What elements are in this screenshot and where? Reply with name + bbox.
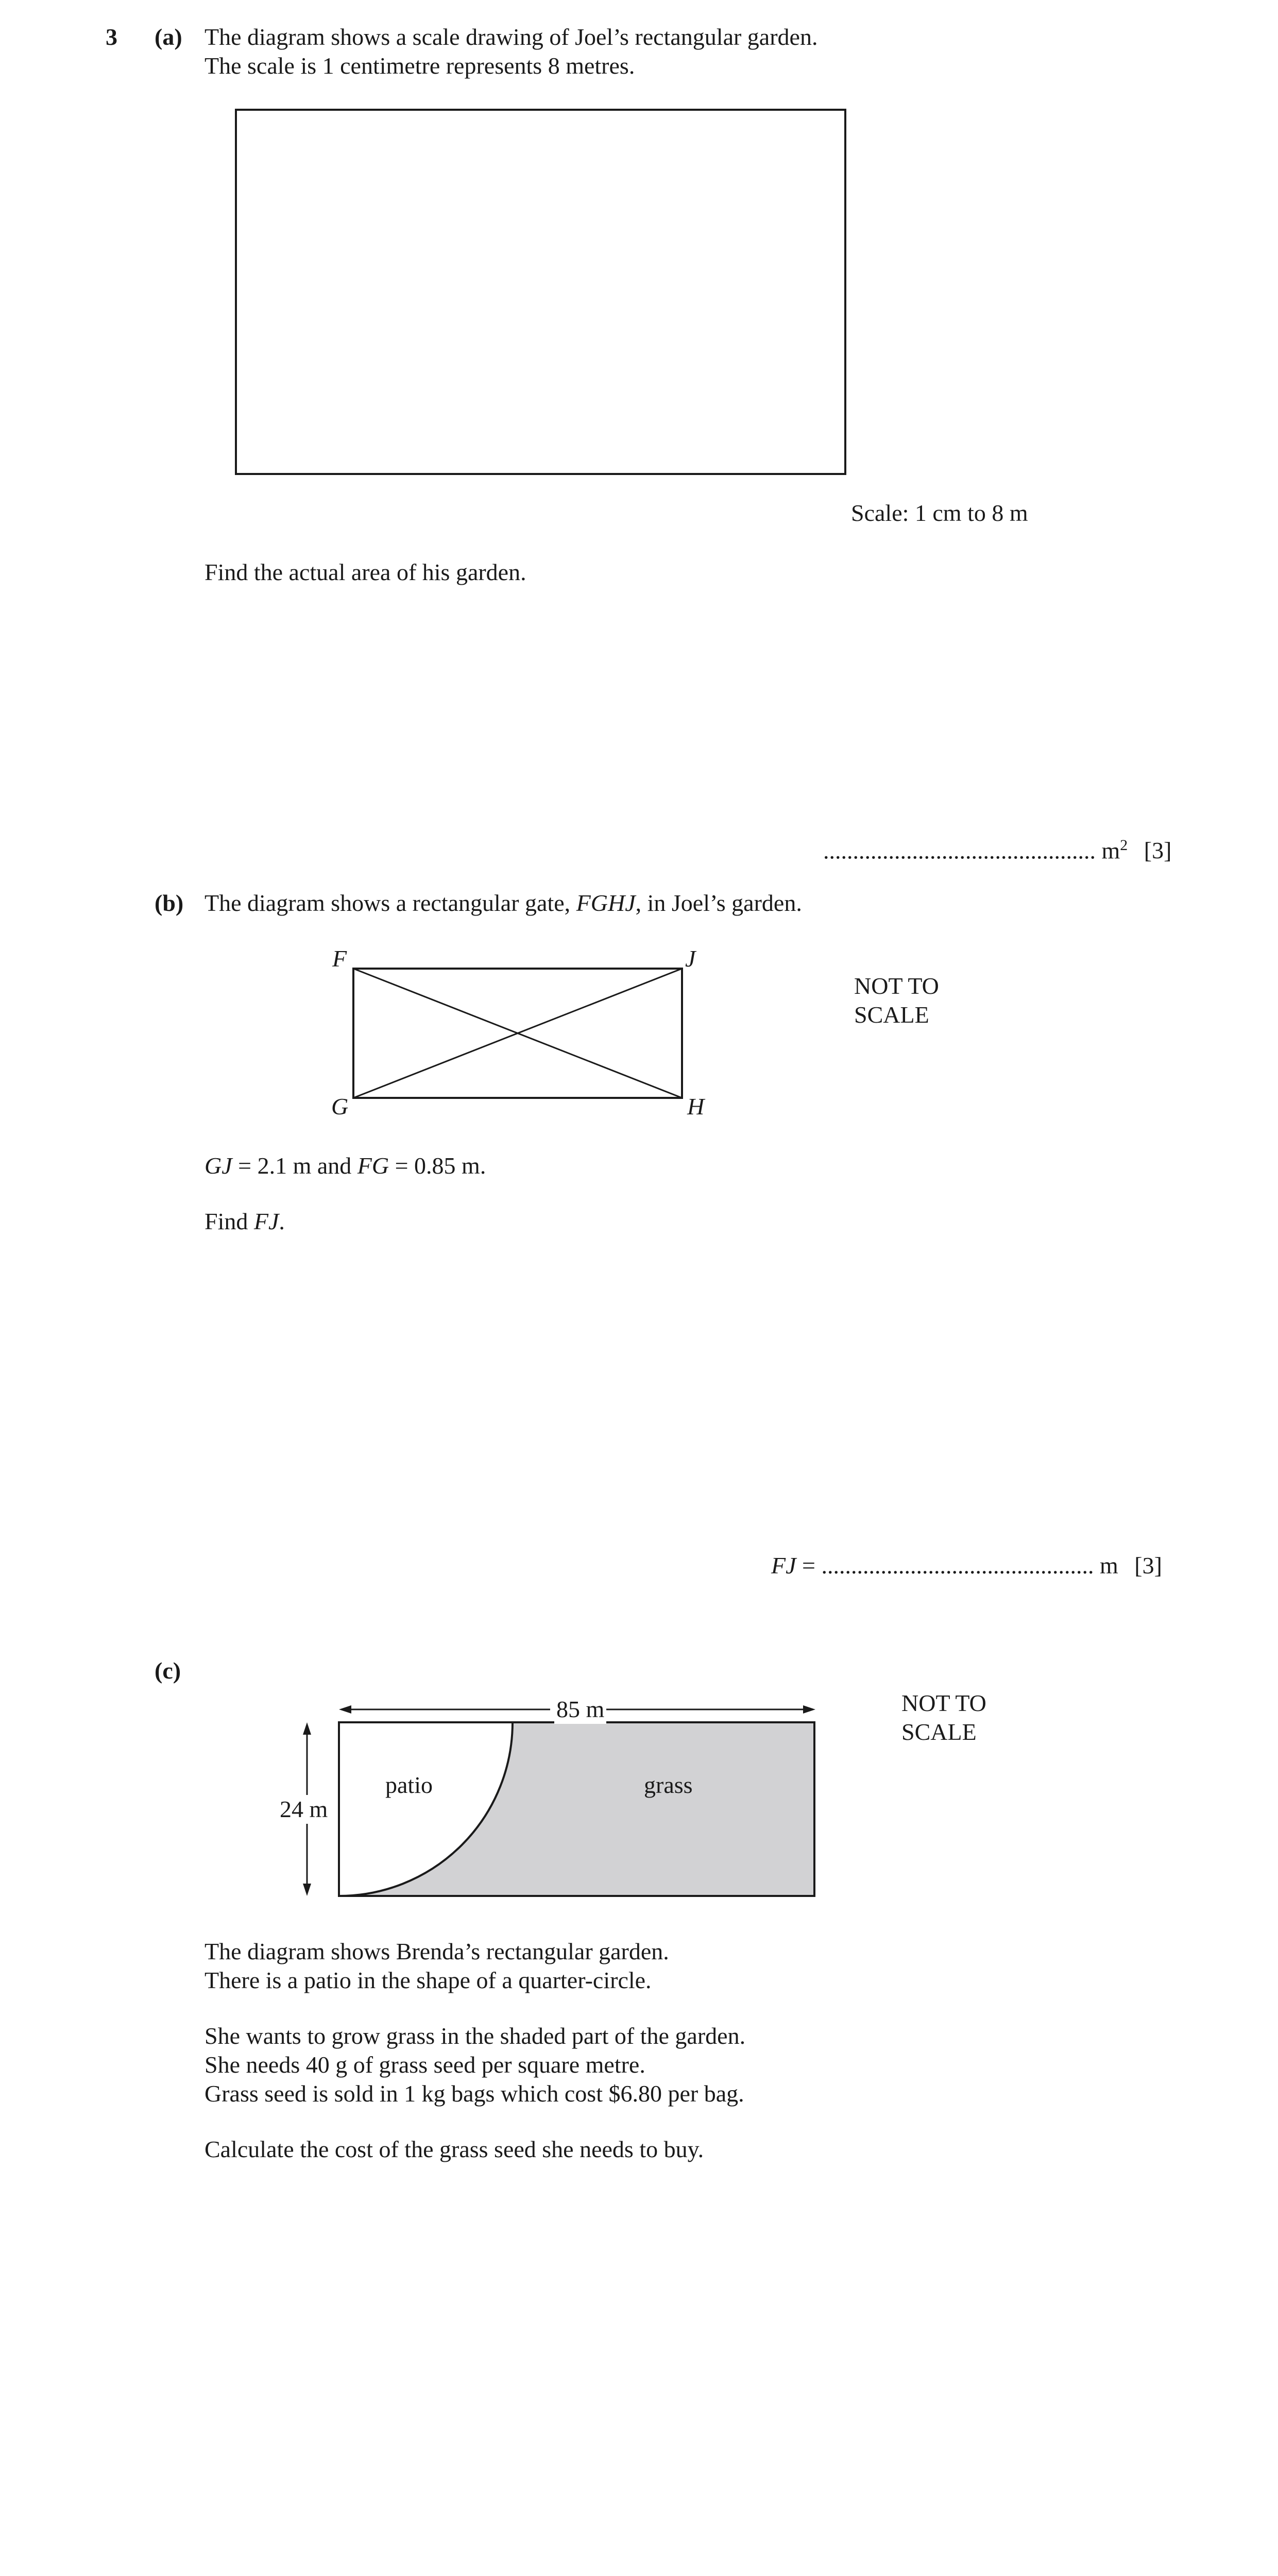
answer-unit: m xyxy=(1101,837,1120,864)
width-arrowhead-left xyxy=(339,1705,351,1714)
part-c-not-to-scale-1: NOT TO xyxy=(901,1690,986,1716)
find-prefix: Find xyxy=(205,1208,254,1234)
part-b-intro-suffix: , in Joel’s garden. xyxy=(635,890,802,916)
width-label: 85 m xyxy=(554,1695,606,1724)
part-c-line1: The diagram shows Brenda’s rectangular garden. xyxy=(205,1938,669,1964)
part-a-label: (a) xyxy=(155,24,182,50)
given-fg: FG xyxy=(357,1153,389,1179)
height-arrowhead-bottom xyxy=(303,1884,311,1896)
width-arrowhead-right xyxy=(803,1705,815,1714)
part-b-intro xyxy=(205,889,802,918)
height-arrowhead-top xyxy=(303,1722,311,1735)
part-c-label: (c) xyxy=(155,1657,181,1684)
part-b-label: (b) xyxy=(155,890,184,916)
question-number: 3 xyxy=(106,24,117,50)
gate-diagram xyxy=(353,969,682,1098)
vertex-label-h: H xyxy=(687,1093,705,1120)
vertex-label-f: F xyxy=(332,945,347,972)
part-b-intro-gate: FGHJ xyxy=(576,890,636,916)
given-fg-value: = 0.85 m. xyxy=(389,1153,486,1179)
part-c-line6: Calculate the cost of the grass seed she needs to buy. xyxy=(205,2136,704,2162)
grass-label: grass xyxy=(644,1772,693,1798)
height-label: 24 m xyxy=(280,1795,328,1824)
find-suffix: . xyxy=(279,1208,285,1234)
vertex-label-g: G xyxy=(331,1093,349,1120)
part-c-not-to-scale-2: SCALE xyxy=(901,1719,977,1745)
scale-caption: Scale: 1 cm to 8 m xyxy=(851,500,1028,526)
part-b-answer-line xyxy=(771,1551,1162,1580)
part-b-not-to-scale-1: NOT TO xyxy=(854,973,939,999)
answer-dots[interactable]: .............................................. xyxy=(823,837,1096,864)
marks: [3] xyxy=(1134,1552,1162,1579)
part-a-line2: The scale is 1 centimetre represents 8 metres. xyxy=(205,53,635,79)
part-a-answer-line xyxy=(823,831,1171,865)
part-c-line4: She needs 40 g of grass seed per square metre. xyxy=(205,2052,645,2078)
marks: [3] xyxy=(1144,837,1172,864)
part-a-line1: The diagram shows a scale drawing of Joel’s rectangular garden. xyxy=(205,24,818,50)
part-b-intro-prefix: The diagram shows a rectangular gate, xyxy=(205,890,576,916)
answer-unit-superscript: 2 xyxy=(1120,837,1128,854)
part-c-line3: She wants to grow grass in the shaded part of the garden. xyxy=(205,2023,746,2049)
answer-unit: m xyxy=(1099,1552,1118,1579)
garden-diagram xyxy=(303,1705,815,1896)
answer-label: FJ xyxy=(771,1552,796,1579)
answer-dots[interactable]: .............................................. xyxy=(821,1552,1094,1579)
part-b-given xyxy=(205,1151,486,1180)
part-b-not-to-scale-2: SCALE xyxy=(854,1002,929,1028)
part-c-line2: There is a patio in the shape of a quarter-circle. xyxy=(205,1967,652,1993)
given-gj: GJ xyxy=(205,1153,232,1179)
patio-label: patio xyxy=(385,1772,433,1798)
given-gj-value: = 2.1 m and xyxy=(232,1153,357,1179)
answer-equals: = xyxy=(796,1552,822,1579)
scale-drawing-rectangle xyxy=(236,110,845,474)
find-var: FJ xyxy=(253,1208,279,1234)
part-a-instruction: Find the actual area of his garden. xyxy=(205,559,526,585)
vertex-label-j: J xyxy=(685,945,696,972)
part-b-find xyxy=(205,1207,285,1236)
part-c-line5: Grass seed is sold in 1 kg bags which cost $6.80 per bag. xyxy=(205,2080,744,2107)
